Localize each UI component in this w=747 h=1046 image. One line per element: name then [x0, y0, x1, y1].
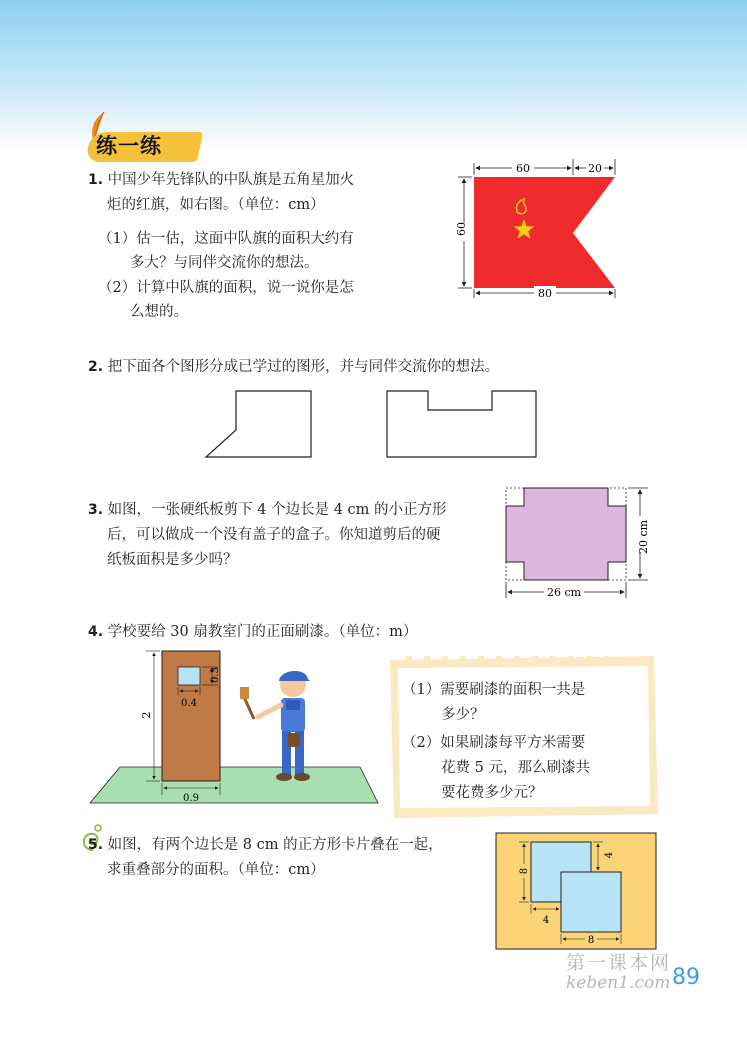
square-b — [561, 872, 621, 932]
floor — [90, 767, 378, 803]
q4-part2-line2: 花费 5 元，那么刷漆共 — [441, 760, 590, 776]
flag-body — [474, 177, 615, 288]
q4-part1-line2: 多少？ — [441, 707, 485, 723]
q1-part2-line2: 么想的。 — [130, 304, 188, 320]
q1-part1-line1: （1）估一估，这面中队旗的面积大约有 — [98, 231, 354, 247]
q2-line: 2. 把下面各个图形分成已学过的图形，并与同伴交流你的想法。 — [88, 359, 500, 375]
door-dim-w: 0.9 — [183, 793, 199, 804]
header-band — [0, 0, 747, 150]
overlap-dim-left: 8 — [519, 867, 530, 875]
q2-shapes — [200, 385, 550, 465]
q1-part1-line2: 多大？与同伴交流你的想法。 — [130, 255, 319, 271]
door-window — [178, 667, 200, 685]
overlap-dim-bottom: 8 — [587, 935, 595, 946]
overlap-dim-right: 4 — [604, 851, 615, 859]
q1-line1: 1. 中国少年先锋队的中队旗是五角星加火 — [88, 172, 355, 188]
overlap-dim-bottom-small: 4 — [542, 915, 550, 926]
q4-part2-line1: （2）如果刷漆每平方米需要 — [402, 735, 586, 751]
watermark-url: keben1.com — [566, 973, 671, 993]
flag-dim-notch: 20 — [588, 162, 602, 175]
q1-part2-line1: （2）计算中队旗的面积，说一说你是怎 — [98, 280, 354, 296]
notched-rect-shape — [387, 391, 536, 457]
q3-line2: 后，可以做成一个没有盖子的盒子。你知道剪后的硬 — [107, 527, 441, 543]
board-shape — [506, 488, 626, 580]
q1-line2: 炬的红旗，如右图。（单位：cm） — [107, 197, 325, 213]
watermark-cn: 第一课本网 — [566, 952, 672, 974]
q3-line3: 纸板面积是多少吗？ — [107, 552, 238, 568]
section-title: 练一练 — [96, 134, 162, 158]
flag-dim-height: 60 — [455, 222, 468, 236]
q4-part1-line1: （1）需要刷漆的面积一共是 — [402, 682, 586, 698]
flag-figure — [452, 155, 627, 303]
door-figure — [88, 645, 380, 805]
door-dim-h: 2 — [140, 711, 153, 719]
q4-part2-line3: 要花费多少元？ — [441, 785, 543, 801]
q3-line1: 3. 如图，一张硬纸板剪下 4 个边长是 4 cm 的小正方形 — [88, 502, 447, 518]
q5-line1: 5. 如图，有两个边长是 8 cm 的正方形卡片叠在一起， — [88, 837, 443, 853]
board-dim-height: 20 cm — [637, 519, 650, 555]
board-figure — [498, 480, 658, 605]
painter-figure — [240, 671, 310, 781]
page-number: 89 — [672, 965, 700, 990]
q4-line: 4. 学校要给 30 扇教室门的正面刷漆。（单位：m） — [88, 624, 418, 640]
overlap-figure — [495, 832, 657, 950]
q5-line2: 求重叠部分的面积。（单位：cm） — [107, 862, 325, 878]
board-dim-width: 26 cm — [546, 586, 582, 599]
flag-dim-top: 60 — [516, 162, 530, 175]
window-dim-h: 0.3 — [210, 667, 221, 683]
window-dim-w: 0.4 — [181, 698, 197, 709]
trapezoid-shape — [206, 391, 311, 457]
flag-dim-bottom: 80 — [538, 287, 552, 300]
